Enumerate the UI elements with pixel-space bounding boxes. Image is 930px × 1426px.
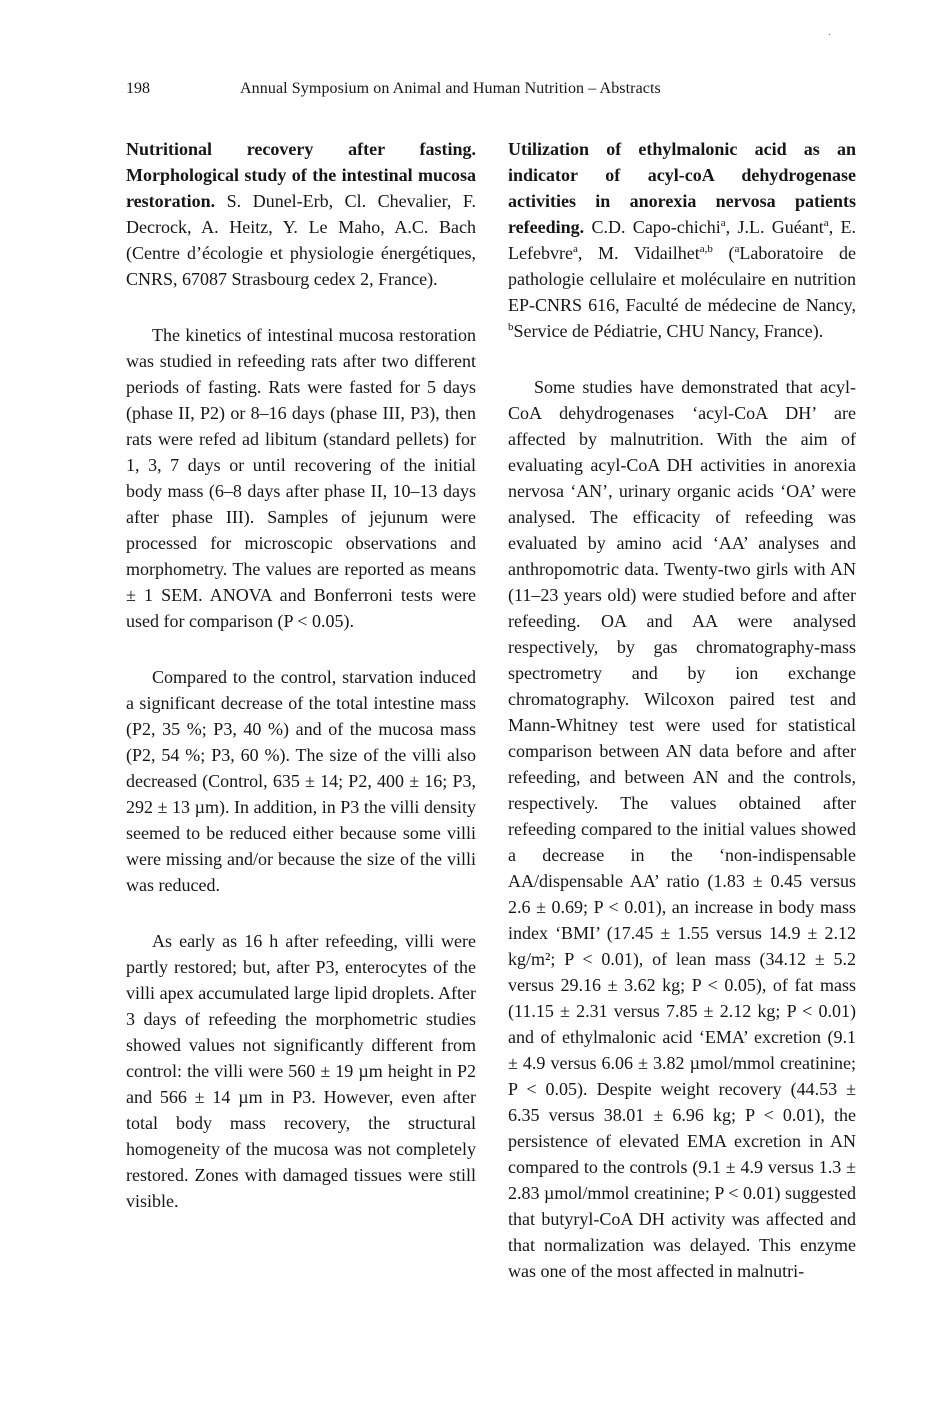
affiliation-open: (	[712, 243, 735, 263]
scan-speck: ·	[828, 30, 832, 41]
left-abstract-authors: S. Dunel-Erb, Cl. Chevalier, F. Decrock, A. Heitz, Y. Le Maho, A.C. Bach (Centre d’écologie et physiologie énergétiques, CNRS, 67087 Strasbourg cedex 2, France).	[126, 191, 477, 289]
affiliation-b: Service de Pédiatrie, CHU Nancy, France).	[513, 321, 824, 341]
affil-mark: a	[734, 243, 740, 255]
author-gueant: , J.L. Guéant	[725, 217, 824, 237]
author-lefebvre: , E. Lefebvre	[508, 217, 857, 263]
affil-mark: a,b	[699, 243, 713, 255]
affil-mark: a	[572, 243, 578, 255]
left-abstract-header	[126, 136, 476, 292]
affil-mark: a	[720, 217, 726, 229]
right-column	[508, 136, 856, 1284]
right-paragraph-1: Some studies have demonstrated that acyl-CoA dehydrogenases ‘acyl-CoA DH’ are affected by malnutrition. With the aim of evaluating acyl-CoA DH activities in anorexia nervosa ‘AN’, urinary organic acids ‘OA’ were analysed. The efficacity of refeeding was evaluated by amino acid ‘AA’ analyses and anthropomotric data. Twenty-two girls with AN (11–23 years old) were studied before and after refeeding. OA and AA were analysed respectively, by gas chromatography-mass spectrometry and by ion exchange chromatography. Wilcoxon paired test and Mann-Whitney test were used for statistical comparison between AN data before and after refeeding, and between AN and the controls, respectively. The values obtained after refeeding compared to the initial values showed a decrease in the ‘non-indispensable AA/dispensable AA’ ratio (1.83 ± 0.45 versus 2.6 ± 0.69; P < 0.01), an increase in body mass index ‘BMI’ (17.45 ± 1.55 versus 14.9 ± 2.12 kg/m²; P < 0.01), of lean mass (34.12 ± 5.2 versus 29.16 ± 3.62 kg; P < 0.05), of fat mass (11.15 ± 2.31 versus 7.85 ± 2.12 kg; P < 0.01) and of ethylmalonic acid ‘EMA’ excretion (9.1 ± 4.9 versus 6.06 ± 3.82 µmol/mmol creatinine; P < 0.05). Despite weight recovery (44.53 ± 6.35 versus 38.01 ± 6.96 kg; P < 0.01), the persistence of elevated EMA excretion in AN compared to the controls (9.1 ± 4.9 versus 1.3 ± 2.83 µmol/mmol creatinine; P < 0.01) suggested that butyryl-CoA DH activity was affected and that normalization was delayed. This enzyme was one of the most affected in malnutri-	[508, 377, 856, 1281]
page-number: 198	[126, 80, 150, 97]
author-capo-chichi: C.D. Capo-chichi	[591, 217, 721, 237]
left-paragraph-1: The kinetics of intestinal mucosa restoration was studied in refeeding rats after two different periods of fasting. Rats were fasted for 5 days (phase II, P2) or 8–16 days (phase III, P3), then rats were refed ad libitum (standard pellets) for 1, 3, 7 days or until recovering of the initial body mass (6–8 days after phase II, 10–13 days after phase III). Samples of jejunum were processed for microscopic observations and morphometry. The values are reported as means ± 1 SEM. ANOVA and Bonferroni tests were used for comparison (P < 0.05).	[126, 325, 476, 631]
journal-title: Annual Symposium on Animal and Human Nutrition – Abstracts	[240, 80, 661, 97]
affiliation-a: Laboratoire de pathologie cellulaire et moléculaire en nutrition EP-CNRS 616, Faculté de médecine de Nancy,	[508, 243, 856, 315]
author-vidailhet: , M. Vidailhet	[577, 243, 700, 263]
right-abstract-header	[508, 136, 856, 344]
running-head	[0, 80, 930, 104]
left-abstract-title: Nutritional recovery after fasting. Morphological study of the intestinal mucosa restoration.	[126, 139, 476, 211]
left-paragraph-3: As early as 16 h after refeeding, villi were partly restored; but, after P3, enterocytes of the villi apex accumulated large lipid droplets. After 3 days of refeeding the morphometric studies showed values not significantly different from control: the villi were 560 ± 19 µm height in P2 and 566 ± 14 µm in P3. However, even after total body mass recovery, the structural homogeneity of the mucosa was not completely restored. Zones with damaged tissues were still visible.	[126, 931, 476, 1211]
right-abstract-title: Utilization of ethylmalonic acid as an indicator of acyl-coA dehydrogenase activities in anorexia nervosa patients refeeding.	[508, 139, 856, 237]
affil-mark: a	[823, 217, 829, 229]
left-column	[126, 136, 476, 1214]
affil-mark: b	[508, 321, 514, 333]
left-paragraph-2: Compared to the control, starvation induced a significant decrease of the total intestine mass (P2, 35 %; P3, 40 %) and of the mucosa mass (P2, 54 %; P3, 60 %). The size of the villi also decreased (Control, 635 ± 14; P2, 400 ± 16; P3, 292 ± 13 µm). In addition, in P3 the villi density seemed to be reduced either because some villi were missing and/or because the size of the villi was reduced.	[126, 667, 476, 895]
